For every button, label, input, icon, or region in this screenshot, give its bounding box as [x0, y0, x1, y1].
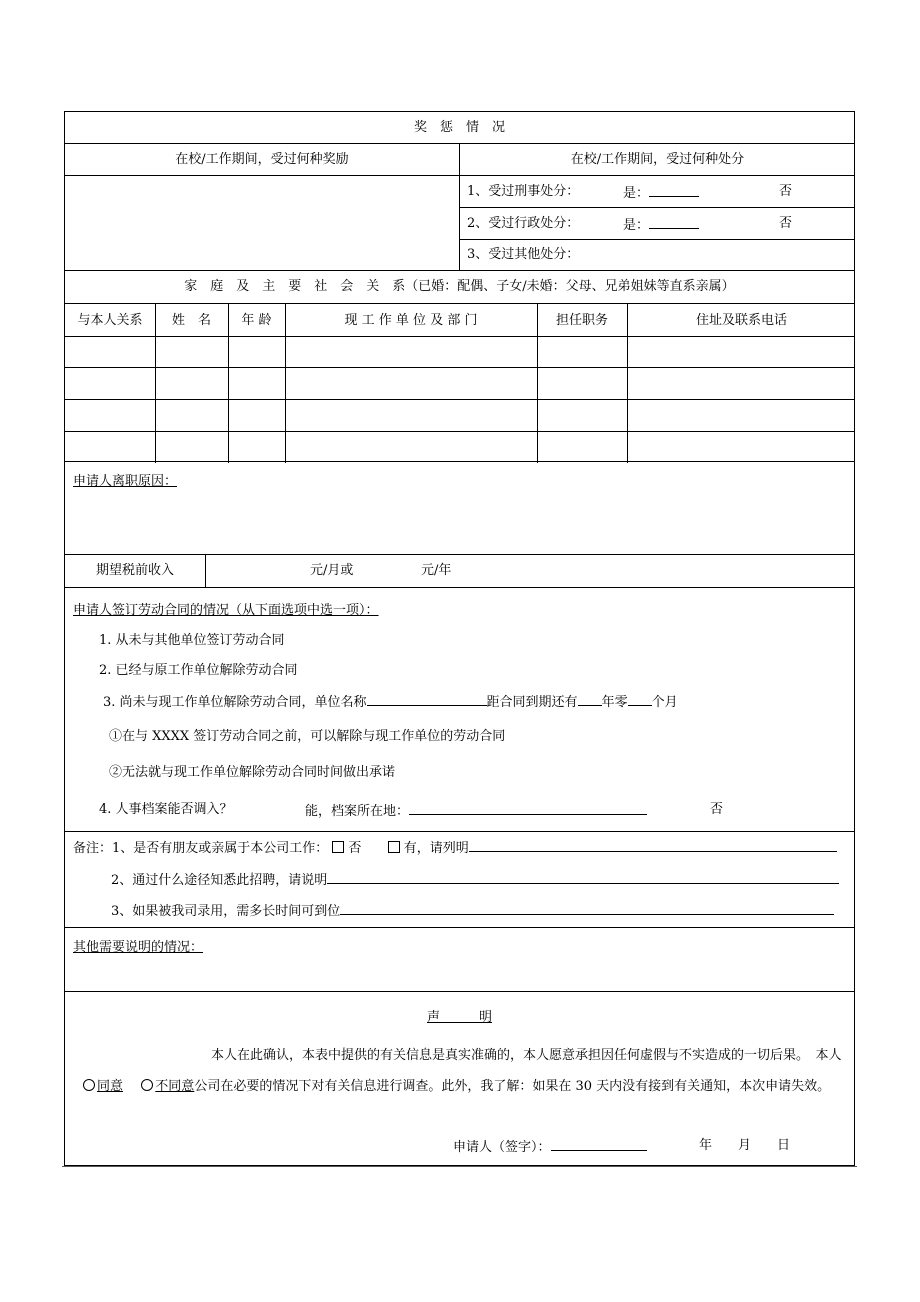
col-employer: 现 工 作 单 位 及 部 门	[344, 313, 478, 328]
admin-punishment-label: 2、受过行政处分：	[467, 216, 580, 231]
date-year[interactable]: 年	[699, 1138, 713, 1153]
bottom-rule	[62, 1166, 857, 1167]
criminal-yes[interactable]: 是：	[623, 184, 699, 202]
criminal-punishment-label: 1、受过刑事处分：	[467, 184, 580, 199]
signature-field[interactable]: 申请人（签字）：	[453, 1138, 647, 1156]
other-info-label: 其他需要说明的情况：	[73, 940, 204, 955]
other-punishment-label: 3、受过其他处分：	[467, 247, 580, 262]
disagree-radio[interactable]	[141, 1079, 153, 1091]
checkbox-no[interactable]	[332, 841, 344, 853]
income-per-year[interactable]: 元/年	[421, 563, 452, 578]
date-day[interactable]: 日	[777, 1138, 791, 1153]
col-address-phone: 住址及联系电话	[695, 313, 787, 328]
date-month[interactable]: 月	[738, 1138, 752, 1153]
col-position: 担任职务	[555, 313, 608, 328]
contract-option-4: 4. 人事档案能否调入？	[99, 802, 233, 817]
col-relation: 与本人关系	[77, 313, 143, 328]
punishment-header: 在校/工作期间，受过何种处分	[570, 152, 745, 167]
income-label: 期望税前收入	[95, 563, 174, 578]
admin-yes[interactable]: 是：	[623, 216, 699, 234]
col-name: 姓 名	[171, 313, 211, 328]
agree-radio[interactable]	[83, 1079, 95, 1091]
file-location-field[interactable]: 能，档案所在地：	[305, 802, 647, 820]
statement-line-2: 同意 不同意公司在必要的情况下对有关信息进行调查。此外，我了解：如果在 30 天内没有接到有关通知，本次申请失效。	[83, 1079, 830, 1095]
remark-3[interactable]: 3、如果被我司录用，需多长时间可到位	[111, 902, 834, 920]
leave-reason-label: 申请人离职原因：	[73, 474, 178, 489]
file-transfer-no[interactable]: 否	[710, 802, 724, 817]
criminal-no[interactable]: 否	[779, 184, 793, 199]
checkbox-yes[interactable]	[388, 841, 400, 853]
table-row[interactable]	[65, 337, 854, 367]
table-row[interactable]	[65, 368, 854, 399]
remark-1: 备注：1、是否有朋友或亲属于本公司工作： 否 有，请列明	[73, 839, 837, 857]
contract-sub-option-2[interactable]: ②无法就与现工作单位解除劳动合同时间做出承诺	[109, 765, 396, 780]
table-row[interactable]	[65, 400, 854, 431]
contract-sub-option-1[interactable]: ①在与 XXXX 签订劳动合同之前，可以解除与现工作单位的劳动合同	[109, 729, 506, 744]
contract-option-3[interactable]: 3. 尚未与现工作单位解除劳动合同，单位名称 距合同到期还有 年零 个月	[103, 695, 678, 710]
leave-reason-field[interactable]	[65, 492, 854, 552]
reward-header: 在校/工作期间，受过何种奖励	[175, 152, 349, 167]
table-row[interactable]	[65, 432, 854, 463]
family-title: 家 庭 及 主 要 社 会 关 系（已婚：配偶、子女/未婚：父母、兄弟姐妹等直系亲属）	[184, 279, 735, 294]
application-details	[64, 462, 855, 1166]
admin-no[interactable]: 否	[779, 216, 793, 231]
contract-title: 申请人签订劳动合同的情况（从下面选项中选一项）：	[73, 603, 379, 618]
contract-option-2[interactable]: 2. 已经与原工作单位解除劳动合同	[99, 663, 298, 678]
rewards-family-table	[64, 111, 855, 462]
disagree-label[interactable]: 不同意	[155, 1079, 195, 1094]
reward-field[interactable]	[65, 176, 458, 270]
income-per-month[interactable]: 元/月或	[310, 563, 354, 578]
other-info-field[interactable]	[65, 958, 854, 990]
contract-option-1[interactable]: 1. 从未与其他单位签订劳动合同	[99, 633, 285, 648]
col-age: 年 龄	[241, 313, 272, 328]
remark-2[interactable]: 2、通过什么途径知悉此招聘，请说明	[111, 871, 839, 889]
statement-title: 声 明	[426, 1010, 492, 1025]
agree-label[interactable]: 同意	[97, 1079, 124, 1094]
rewards-title: 奖 惩 情 况	[413, 120, 505, 135]
statement-line-1: 本人在此确认，本表中提供的有关信息是真实准确的，本人愿意承担因任何虚假与不实造成的一切后果。 本人	[211, 1048, 842, 1063]
